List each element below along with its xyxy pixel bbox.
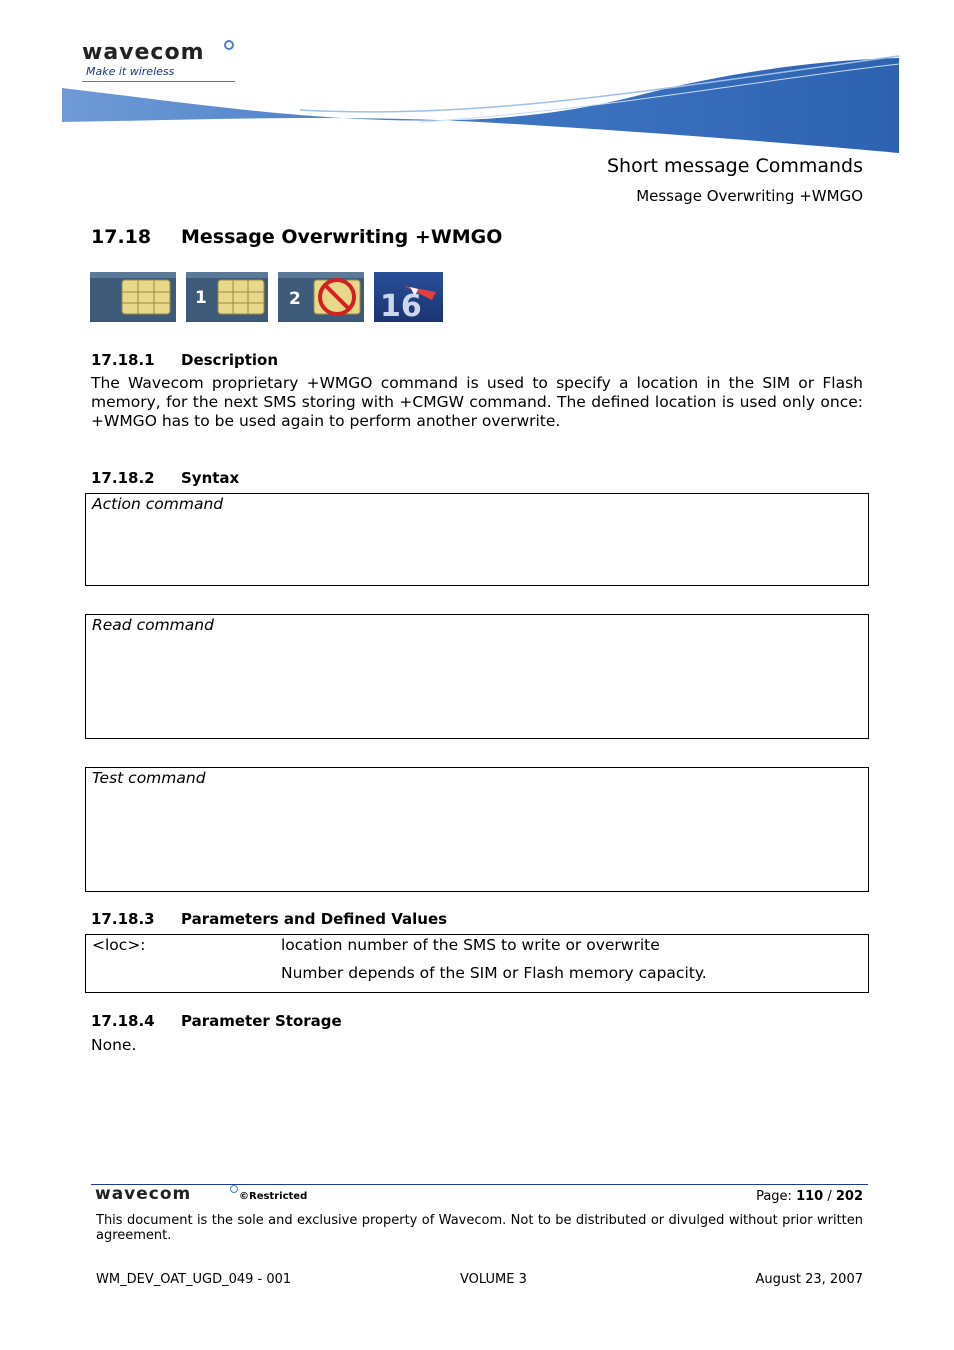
svg-text:1: 1 bbox=[195, 288, 207, 308]
storage-title: Parameter Storage bbox=[181, 1012, 342, 1030]
header bbox=[0, 0, 954, 210]
parameters-table bbox=[85, 934, 869, 993]
description-title: Description bbox=[181, 351, 279, 369]
footer-notice: This document is the sole and exclusive property of Wavecom. Not to be distributed or divulged without prior written agreement. bbox=[96, 1213, 863, 1243]
svg-text:2: 2 bbox=[289, 289, 301, 309]
storage-text: None. bbox=[91, 1036, 137, 1054]
footer-logo-mark-icon bbox=[230, 1185, 238, 1193]
param-loc-line-1: location number of the SMS to write or overwrite bbox=[281, 936, 660, 954]
description-number: 17.18.1 bbox=[91, 351, 155, 369]
footer-restricted: ©Restricted bbox=[239, 1191, 308, 1202]
description-text: The Wavecom proprietary +WMGO command is used to specify a location in the SIM or Flash memory, for the next SMS storing with +CMGW command. The defined location is used only once: +WMGO has to be used again to perform another overwrite. bbox=[91, 374, 863, 430]
param-loc-line-2: Number depends of the SIM or Flash memory capacity. bbox=[281, 964, 707, 982]
multiplexing-16-icon bbox=[374, 272, 443, 322]
parameters-number: 17.18.3 bbox=[91, 910, 155, 928]
tagline: Make it wireless bbox=[86, 65, 175, 78]
footer-volume: VOLUME 3 bbox=[460, 1272, 527, 1287]
page-current: 110 bbox=[796, 1189, 824, 1204]
page-total: 202 bbox=[835, 1189, 863, 1204]
test-command-box bbox=[85, 767, 869, 892]
action-command-label: Action command bbox=[92, 495, 224, 513]
section-heading bbox=[91, 226, 502, 248]
sim-card-icon bbox=[90, 272, 176, 322]
description-heading bbox=[91, 351, 278, 369]
parameters-heading bbox=[91, 910, 447, 928]
wavecom-logo: wavecom bbox=[82, 40, 205, 65]
page-sep: / bbox=[823, 1189, 836, 1204]
storage-number: 17.18.4 bbox=[91, 1012, 155, 1030]
action-command-box bbox=[85, 493, 869, 586]
sim-card-1-icon bbox=[186, 272, 268, 322]
page-label: Page: bbox=[756, 1189, 797, 1204]
header-subsection-title: Message Overwriting +WMGO bbox=[636, 187, 863, 205]
section-number: 17.18 bbox=[91, 226, 152, 248]
storage-heading bbox=[91, 1012, 342, 1030]
header-section-title: Short message Commands bbox=[606, 155, 863, 177]
read-command-box bbox=[85, 614, 869, 739]
header-swoosh bbox=[0, 50, 954, 160]
test-command-label: Test command bbox=[92, 769, 206, 787]
footer-page bbox=[756, 1189, 863, 1204]
syntax-title: Syntax bbox=[181, 469, 240, 487]
syntax-number: 17.18.2 bbox=[91, 469, 155, 487]
logo-mark-icon bbox=[224, 40, 234, 50]
read-command-label: Read command bbox=[92, 616, 214, 634]
footer-date: August 23, 2007 bbox=[755, 1272, 863, 1287]
syntax-heading bbox=[91, 469, 239, 487]
parameters-title: Parameters and Defined Values bbox=[181, 910, 448, 928]
param-loc-name: <loc>: bbox=[92, 936, 146, 954]
footer-wavecom-logo: wavecom bbox=[95, 1184, 192, 1204]
svg-text:16: 16 bbox=[380, 289, 422, 322]
sim-card-2-disabled-icon bbox=[278, 272, 364, 322]
footer-doc-ref: WM_DEV_OAT_UGD_049 - 001 bbox=[96, 1272, 292, 1287]
footer-rule bbox=[91, 1184, 868, 1185]
section-title: Message Overwriting +WMGO bbox=[181, 226, 503, 248]
